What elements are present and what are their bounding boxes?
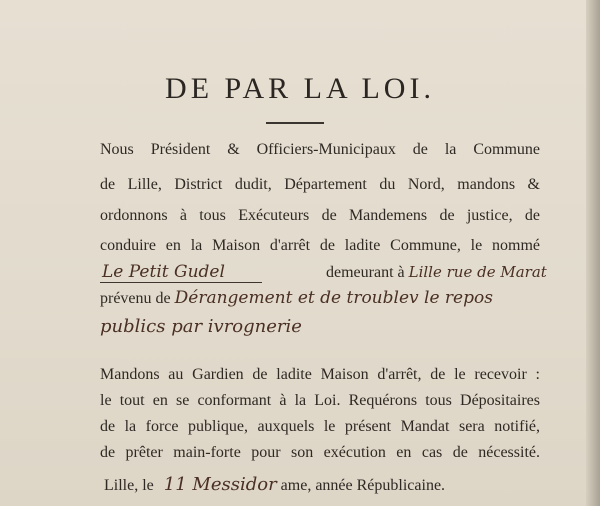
handwritten-charge-2: publics par ivrognerie: [100, 316, 302, 337]
handwritten-charge-1: Dérangement et de troublev le repos: [174, 288, 493, 308]
charged-label: prévenu de: [100, 290, 171, 307]
date-suffix: ame, année Républicaine.: [280, 477, 446, 494]
document-title: DE PAR LA LOI.: [165, 72, 435, 105]
para2-line1: Mandons au Gardien de ladite Maison d'arrêt, de le recevoir :: [100, 366, 540, 383]
para1-line1: Nous Président & Officiers-Municipaux de la Commune: [100, 141, 540, 158]
name-line: [100, 262, 547, 283]
para2-line4: de prêter main-forte pour son exécution en cas de nécessité.: [100, 444, 540, 461]
handwritten-address: Lille rue de Marat: [408, 263, 547, 281]
para1-line2: de Lille, District dudit, Département du Nord, mandons &: [100, 176, 540, 193]
charge-line-2: [100, 316, 540, 337]
para1-line4: conduire en la Maison d'arrêt de ladite Commune, le nommé: [100, 237, 540, 254]
charge-line: [100, 288, 540, 308]
date-line: [104, 474, 544, 495]
handwritten-date: 11 Messidor: [163, 474, 277, 495]
title-rule: [266, 122, 324, 124]
place-label: Lille, le: [104, 477, 154, 494]
handwritten-name: Le Petit Gudel: [100, 262, 262, 283]
para1-line3: ordonnons à tous Exécuteurs de Mandemens de justice, de: [100, 207, 540, 224]
para2-line3: de la force publique, auxquels le présent Mandat sera notifié,: [100, 418, 540, 435]
para2-line2: le tout en se conformant à la Loi. Requérons tous Dépositaires: [100, 392, 540, 409]
residing-label: demeurant à: [326, 264, 405, 281]
